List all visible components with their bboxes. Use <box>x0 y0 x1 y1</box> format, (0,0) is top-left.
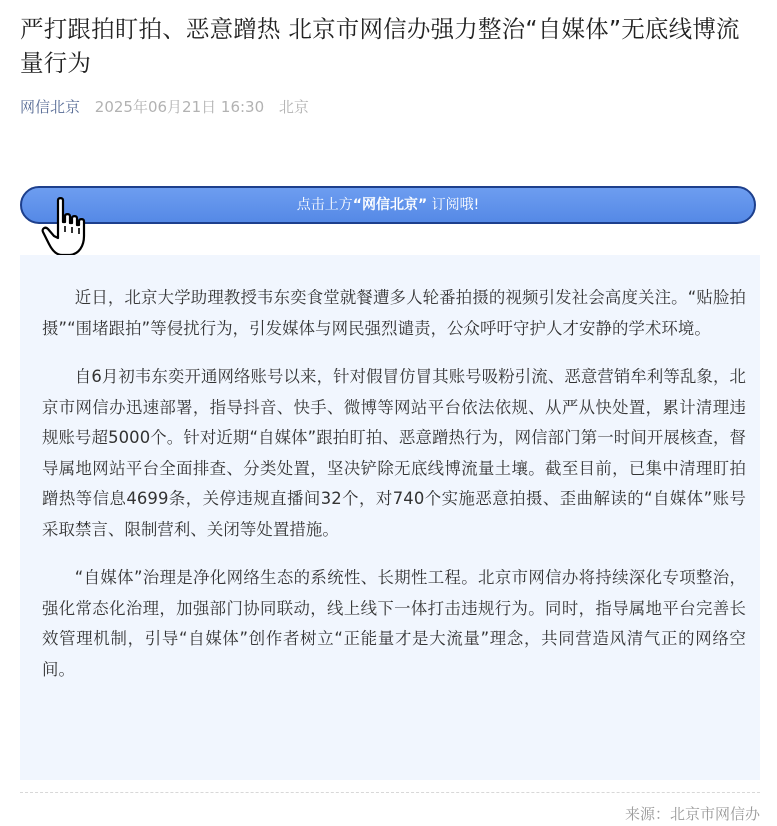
subscribe-account-name: “网信北京” <box>352 197 428 213</box>
subscribe-banner[interactable] <box>20 186 756 224</box>
body-paragraph: 近日，北京大学助理教授韦东奕食堂就餐遭多人轮番拍摄的视频引发社会高度关注。“贴脸拍摄”“围堵跟拍”等侵扰行为，引发媒体与网民强烈谴责，公众呼吁守护人才安静的学术环境。 <box>42 288 746 338</box>
article-body <box>20 255 760 780</box>
body-paragraph: “自媒体”治理是净化网络生态的系统性、长期性工程。北京市网信办将持续深化专项整治，强化常态化治理，加强部门协同联动，线上线下一体打击违规行为。同时，指导属地平台完善长效管理机制，引导“自媒体”创作者树立“正能量才是大流量”理念，共同营造风清气正的网络空间。 <box>42 568 746 679</box>
footer-divider <box>20 792 760 793</box>
pointing-hand-icon <box>40 196 100 260</box>
body-paragraph: 自6月初韦东奕开通网络账号以来，针对假冒仿冒其账号吸粉引流、恶意营销牟利等乱象，北京市网信办迅速部署，指导抖音、快手、微博等网站平台依法依规、从严从快处置，累计清理违规账号超5000个。针对近期“自媒体”跟拍盯拍、恶意蹭热行为，网信部门第一时间开展核查，督导属地网站平台全面排查、分类处置，坚决铲除无底线博流量土壤。截至目前，已集中清理盯拍蹭热等信息4699条，关停违规直播间32个，对740个实施恶意拍摄、歪曲解读的“自媒体”账号采取禁言、限制营利、关闭等处置措施。 <box>42 367 746 539</box>
article-source: 来源：北京市网信办 <box>624 805 760 823</box>
account-name-link[interactable]: 网信北京 <box>20 98 81 116</box>
publish-date: 2025年06月21日 16:30 <box>94 98 265 116</box>
publish-location: 北京 <box>278 98 309 116</box>
subscribe-suffix: 订阅哦! <box>427 197 480 213</box>
subscribe-prefix: 点击上方 <box>296 197 353 213</box>
article-meta <box>20 96 309 118</box>
article-title: 严打跟拍盯拍、恶意蹭热 北京市网信办强力整治“自媒体”无底线博流量行为 <box>20 15 740 77</box>
